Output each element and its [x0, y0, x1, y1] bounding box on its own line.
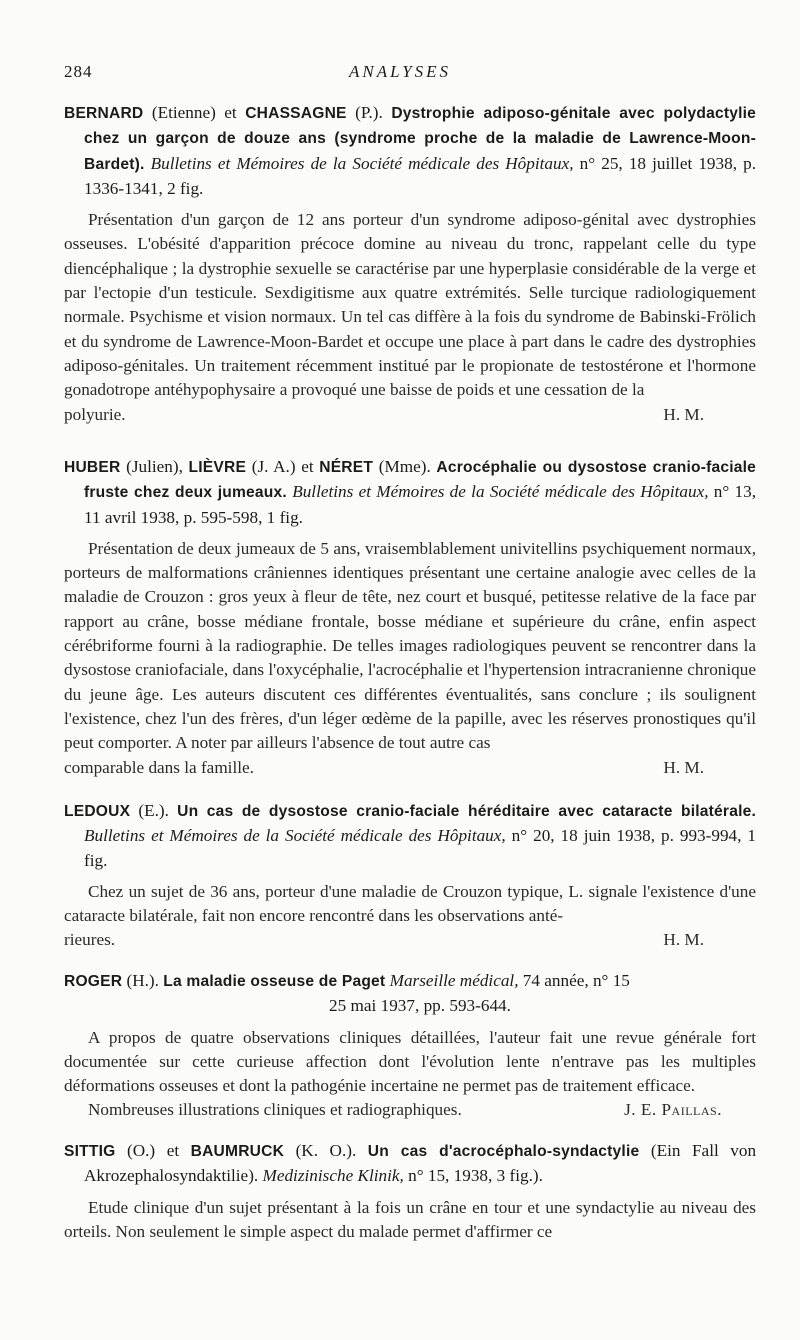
article-title: Acrocéphalie ou dysostose cranio-faciale fruste chez deux jumeaux.	[84, 459, 757, 502]
article-heading	[64, 969, 756, 1019]
author-name: ROGER	[64, 973, 123, 990]
body-text: Présentation d'un garçon de 12 ans porteur d'un syndrome adiposo-génital avec dystrophies osseuses. L'obésité d'apparition précoce domine au niveau du tronc, rappelant celle du type diencéphalique ; la dystrophie sexuelle se caractérise par une hyperplasie considérable de la verge et par l'ectopie d'un testicule. Sexdigitisme aux quatre extrémités. Selle turcique radiologiquement normale. Psychisme et vision normaux. Un tel cas diffère à la fois du syndrome de Babinski-Frölich et du syndrome de Lawrence-Moon-Bardet et occupe une place à part dans le cadre des dystrophies adiposo-génitales. Un traitement récemment institué par le propionate de testostérone et l'hormone gonadotrope antéhypophysaire a provoqué une baisse de poids et une cessation de la	[64, 210, 756, 400]
reviewer-signature: H. M.	[663, 404, 704, 424]
journal-reference: n° 25, 18 juillet 1938, p. 1336-1341, 2 fig.	[84, 153, 756, 198]
body-text-end: Nombreuses illustrations cliniques et radiographiques.	[88, 1100, 462, 1120]
article-ledoux	[64, 799, 756, 953]
article-sittig	[64, 1139, 756, 1244]
body-text: Etude clinique d'un sujet présentant à la fois un crâne en tour et une syndactylie au niveau des orteils. Non seulement le simple aspect du malade permet d'affirmer ce	[64, 1197, 756, 1241]
body-text-end: polyurie.	[64, 404, 126, 424]
article-title: Un cas d'acrocéphalo-syndactylie	[367, 1143, 640, 1160]
journal-reference: n° 20, 18 juin 1938, p. 993-994, 1 fig.	[84, 826, 757, 870]
body-text: Chez un sujet de 36 ans, porteur d'une maladie de Crouzon typique, L. signale l'existence d'une cataracte bilatérale, fait non encore rencontré dans les observations anté-	[64, 881, 756, 926]
author-initials: (J. A.)	[251, 457, 296, 476]
author-initials: (O.)	[126, 1141, 156, 1160]
author-initials: (Etienne)	[151, 103, 216, 122]
body-text: Présentation de deux jumeaux de 5 ans, vraisemblablement univitellins psychiquement normaux, porteurs de malformations crâniennes identiques présentant une certaine analogie avec celles de la maladie de Crouzon : gros yeux à fleur de tête, nez court et busqué, petitesse relative de la face par rapport au crâne, bosse médiane frontale, bosse médiane et supérieure du crâne, enfin aspect cérébriforme fourni à la radiographie. De telles images radiologiques peuvent se rencontrer dans la dysostose craniofaciale, dans l'oxycéphalie, l'acrocéphalie et l'hypertension intracranienne chronique du jeune âge. Les auteurs discutent ces différentes éventualités, sans conclure ; ils soulignent l'existence, chez l'un des frères, d'un léger œdème de la papille, avec les réserves pronostiques qu'il peut comporter. A noter par ailleurs l'absence de tout autre cas	[64, 538, 756, 753]
running-title: ANALYSES	[348, 62, 452, 81]
author-name: NÉRET	[319, 459, 374, 476]
journal-reference: n° 15, 1938, 3 fig.).	[408, 1166, 543, 1186]
article-body	[64, 1196, 756, 1245]
closing-line	[64, 756, 756, 780]
author-name: LIÈVRE	[188, 459, 247, 476]
journal-name: Bulletins et Mémoires de la Société médicale des Hôpitaux,	[292, 482, 709, 502]
conjunction: et	[301, 457, 314, 476]
journal-name: Bulletins et Mémoires de la Société médicale des Hôpitaux,	[84, 826, 506, 846]
author-name: HUBER	[64, 459, 121, 476]
article-roger	[64, 969, 756, 1123]
author-initials: (K. O.).	[295, 1141, 357, 1160]
reviewer-signature: H. M.	[663, 930, 704, 950]
article-title: Un cas de dysostose cranio-faciale héréditaire avec cataracte bilatérale.	[177, 803, 757, 820]
article-body	[64, 1026, 756, 1123]
article-title: Dystrophie adiposo-génitale avec polydactylie chez un garçon de douze ans (syndrome proche de la maladie de Lawrence-Moon-Bardet).	[84, 105, 757, 173]
page-number: 284	[64, 62, 93, 81]
closing-line	[64, 1098, 756, 1122]
closing-line	[64, 928, 756, 952]
author-initials: (Julien),	[126, 457, 183, 476]
journal-reference-date: 25 mai 1937, pp. 593-644.	[329, 996, 511, 1016]
article-heading	[64, 455, 756, 530]
journal-reference: 74 année, n° 15	[522, 971, 630, 990]
journal-name: Marseille médical,	[389, 971, 519, 990]
author-initials: (P.).	[355, 103, 383, 122]
author-name: SITTIG	[64, 1143, 116, 1160]
body-text-end: comparable dans la famille.	[64, 757, 254, 777]
closing-line	[64, 403, 756, 427]
author-initials: (H.).	[126, 971, 159, 990]
journal-name: Medizinische Klinik,	[262, 1166, 404, 1186]
author-name: BAUMRUCK	[190, 1143, 285, 1160]
article-body	[64, 537, 756, 780]
article-heading	[64, 799, 756, 873]
article-huber	[64, 455, 756, 780]
article-heading	[64, 101, 756, 201]
journal-reference: n° 13, 11 avril 1938, p. 595-598, 1 fig.	[84, 482, 757, 527]
article-title: La maladie osseuse de Paget	[163, 973, 386, 990]
conjunction: et	[166, 1141, 180, 1160]
article-heading	[64, 1139, 756, 1189]
author-name: CHASSAGNE	[245, 105, 347, 122]
journal-name: Bulletins et Mémoires de la Société médicale des Hôpitaux,	[150, 153, 574, 173]
body-text: A propos de quatre observations cliniques détaillées, l'auteur fait une revue générale fort documentée sur cette curieuse affection dont l'évolution lente n'entrave pas les multiples déformations osseuses et dont la pathogénie incertaine ne permet pas de traitement efficace.	[64, 1027, 756, 1096]
article-body	[64, 880, 756, 953]
article-bernard	[64, 101, 756, 427]
author-name: LEDOUX	[64, 803, 131, 820]
conjunction: et	[224, 103, 237, 122]
author-initials: (Mme).	[378, 457, 431, 476]
running-header	[64, 62, 736, 86]
article-title-original: (Ein Fall von Akrozephalosyndaktilie).	[84, 1141, 757, 1186]
article-body	[64, 208, 756, 427]
body-text-end: rieures.	[64, 930, 116, 950]
reviewer-signature: J. E. Paillas.	[624, 1100, 722, 1120]
author-initials: (E.).	[138, 801, 169, 820]
author-name: BERNARD	[64, 105, 144, 122]
reviewer-signature: H. M.	[663, 757, 704, 777]
